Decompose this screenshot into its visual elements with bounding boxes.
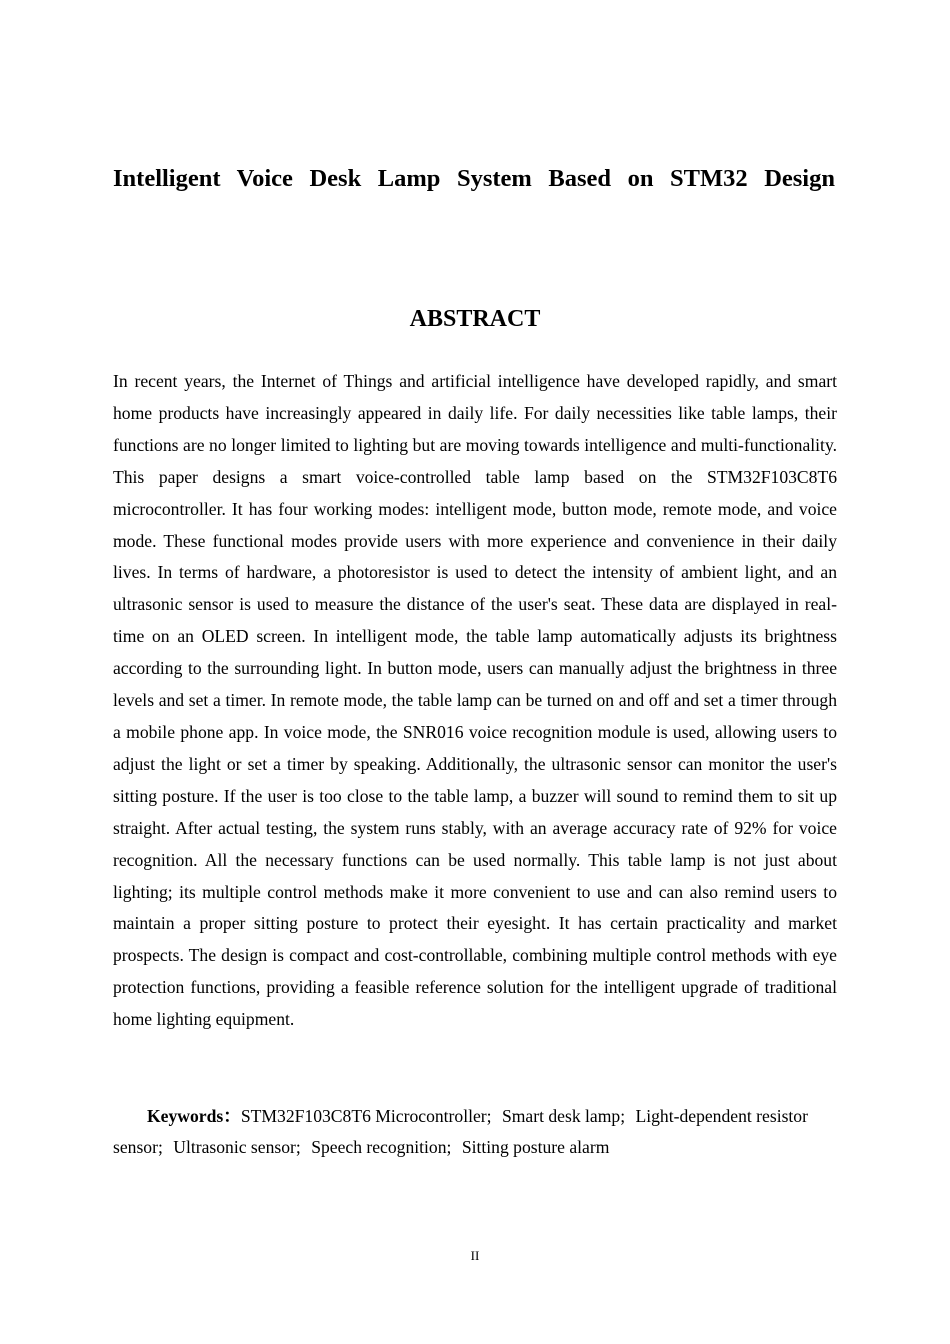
keyword-item: Sitting posture alarm — [461, 1137, 610, 1157]
keyword-item: Smart desk lamp; — [501, 1106, 626, 1126]
keyword-item: STM32F103C8T6 Microcontroller; — [240, 1106, 492, 1126]
keywords-paragraph — [113, 1101, 835, 1163]
keyword-item: Light-dependent resistor sensor; — [113, 1106, 808, 1157]
abstract-heading: ABSTRACT — [409, 306, 541, 332]
keyword-item: Speech recognition; — [311, 1137, 452, 1157]
keyword-item: Ultrasonic sensor; — [173, 1137, 301, 1157]
paper-title: Intelligent Voice Desk Lamp System Based on STM32 Design — [113, 165, 835, 192]
page-number: II — [470, 1248, 480, 1263]
keywords-separator: ： — [223, 1106, 241, 1126]
abstract-body: In recent years, the Internet of Things and artificial intelligence have developed rapidly, and smart home products have increasingly appeared in daily life. For daily necessities like table lamps, their functions are no longer limited to lighting but are moving towards intelligence and multi-functionality. This paper designs a smart voice-controlled table lamp based on the STM32F103C8T6 microcontroller. It has four working modes: intelligent mode, button mode, remote mode, and voice mode. These functional modes provide users with more experience and convenience in their daily lives. In terms of hardware, a photoresistor is used to detect the intensity of ambient light, and an ultrasonic sensor is used to measure the distance of the user's seat. These data are displayed in real-time on an OLED screen. In intelligent mode, the table lamp automatically adjusts its brightness according to the surrounding light. In button mode, users can manually adjust the brightness in three levels and set a timer. In remote mode, the table lamp can be turned on and off and set a timer through a mobile phone app. In voice mode, the SNR016 voice recognition module is used, allowing users to adjust the light or set a timer by speaking. Additionally, the ultrasonic sensor can monitor the user's sitting posture. If the user is too close to the table lamp, a buzzer will sound to remind them to sit up straight. After actual testing, the system runs stably, with an average accuracy rate of 92% for voice recognition. All the necessary functions can be used normally. This table lamp is not just about lighting; its multiple control methods make it more convenient to use and can also remind users to maintain a proper sitting posture to protect their eyesight. It has certain practicality and market prospects. The design is compact and cost-controllable, combining multiple control methods with eye protection functions, providing a feasible reference solution for the intelligent upgrade of traditional home lighting equipment. — [113, 371, 837, 1030]
keywords-label: Keywords — [147, 1106, 224, 1126]
